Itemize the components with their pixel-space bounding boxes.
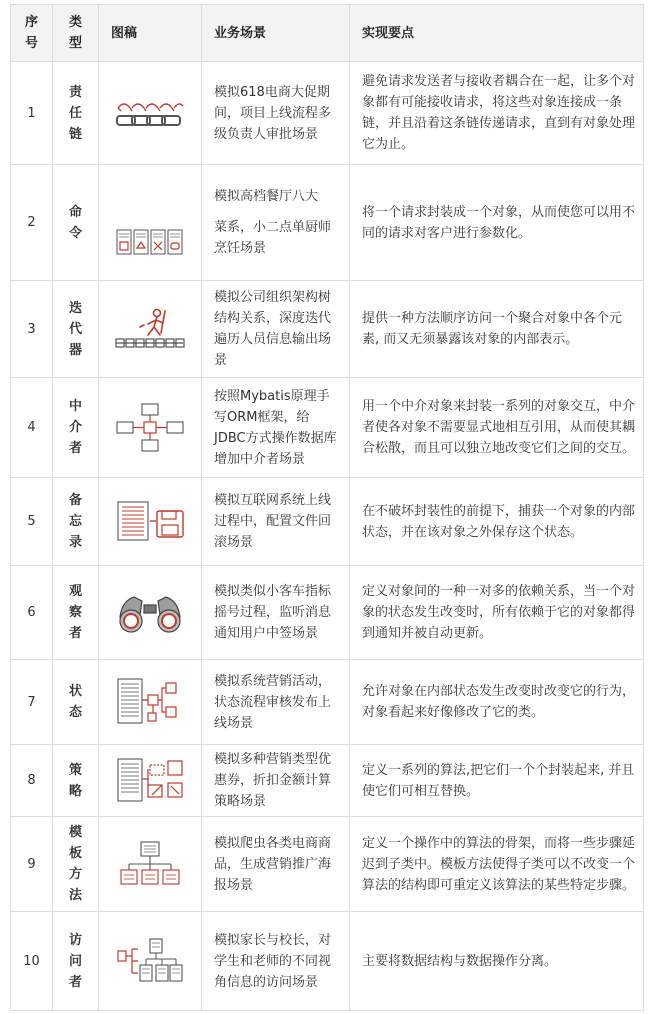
header-points: 实现要点	[350, 5, 644, 62]
chain-icon	[114, 96, 186, 130]
row-scenario: 模拟类似小客车指标摇号过程，监听消息通知用户中签场景	[202, 566, 350, 660]
row-points: 避免请求发送者与接收者耦合在一起，让多个对象都有可能接收请求，将这些对象连接成一条链，并且沿着这条链传递请求，直到有对象处理它为止。	[350, 62, 644, 165]
row-icon-cell	[99, 378, 202, 478]
table-row	[11, 745, 644, 817]
table-row	[11, 912, 644, 1011]
row-type: 状态	[53, 660, 99, 745]
row-scenario: 模拟爬虫各类电商商品，生成营销推广海报场景	[202, 817, 350, 912]
table-row	[11, 281, 644, 378]
row-scenario: 模拟多种营销类型优惠券，折扣金额计算策略场景	[202, 745, 350, 817]
row-index: 2	[11, 165, 53, 281]
row-index: 1	[11, 62, 53, 165]
mediator-hub-icon	[115, 402, 185, 454]
row-scenario: 模拟家长与校长，对学生和老师的不同视角信息的访问场景	[202, 912, 350, 1011]
table-row	[11, 62, 644, 165]
header-icon: 图稿	[99, 5, 202, 62]
table-row	[11, 817, 644, 912]
row-points: 允许对象在内部状态发生改变时改变它的行为，对象看起来好像修改了它的类。	[350, 660, 644, 745]
row-type: 观察者	[53, 566, 99, 660]
row-icon-cell	[99, 912, 202, 1011]
row-index: 3	[11, 281, 53, 378]
row-points: 在不破坏封装性的前提下，捕获一个对象的内部状态，并在该对象之外保存这个状态。	[350, 478, 644, 566]
table-row	[11, 566, 644, 660]
row-icon-cell	[99, 478, 202, 566]
row-points: 定义一个操作中的算法的骨架，而将一些步骤延迟到子类中。模板方法使得子类可以不改变一个算法的结构即可重定义该算法的某些特定步骤。	[350, 817, 644, 912]
row-type: 访问者	[53, 912, 99, 1011]
header-type: 类型	[53, 5, 99, 62]
header-scenario: 业务场景	[202, 5, 350, 62]
binoculars-icon	[114, 591, 186, 635]
row-type: 责任链	[53, 62, 99, 165]
row-index: 4	[11, 378, 53, 478]
table-row	[11, 660, 644, 745]
row-type: 模板方法	[53, 817, 99, 912]
row-index: 5	[11, 478, 53, 566]
row-type: 迭代器	[53, 281, 99, 378]
row-scenario: 模拟互联网系统上线过程中，配置文件回滚场景	[202, 478, 350, 566]
row-points: 提供一种方法顺序访问一个聚合对象中各个元素, 而又无须暴露该对象的内部表示。	[350, 281, 644, 378]
row-scenario: 模拟618电商大促期间，项目上线流程多级负责人审批场景	[202, 62, 350, 165]
row-index: 8	[11, 745, 53, 817]
row-icon-cell	[99, 165, 202, 281]
row-points: 定义一系列的算法,把它们一个个封装起来, 并且使它们可相互替换。	[350, 745, 644, 817]
template-tree-icon	[119, 840, 181, 888]
memento-save-icon	[114, 499, 186, 545]
row-points: 主要将数据结构与数据操作分离。	[350, 912, 644, 1011]
row-scenario: 按照Mybatis原理手写ORM框架，给JDBC方式操作数据库增加中介者场景	[202, 378, 350, 478]
row-type: 备忘录	[53, 478, 99, 566]
row-points: 用一个中介对象来封装一系列的对象交互，中介者使各对象不需要显式地相互引用，从而使其耦合松散，而且可以独立地改变它们之间的交互。	[350, 378, 644, 478]
behavioral-patterns-table	[10, 4, 644, 1011]
row-scenario: 模拟公司组织架构树结构关系，深度迭代遍历人员信息输出场景	[202, 281, 350, 378]
row-icon-cell	[99, 745, 202, 817]
table-row	[11, 165, 644, 281]
state-flow-icon	[114, 677, 186, 727]
row-index: 9	[11, 817, 53, 912]
strategy-coupons-icon	[114, 757, 186, 805]
row-type: 策略	[53, 745, 99, 817]
row-icon-cell	[99, 566, 202, 660]
row-scenario: 模拟高档餐厅八大 菜系，小二点单厨师烹饪场景	[202, 165, 350, 281]
row-icon-cell	[99, 660, 202, 745]
command-cards-icon	[115, 228, 185, 258]
row-icon-cell	[99, 62, 202, 165]
row-icon-cell	[99, 817, 202, 912]
table-row	[11, 378, 644, 478]
row-scenario: 模拟系统营销活动，状态流程审核发布上线场景	[202, 660, 350, 745]
row-points: 将一个请求封装成一个对象，从而使您可以用不同的请求对客户进行参数化。	[350, 165, 644, 281]
row-points: 定义对象间的一种一对多的依赖关系，当一个对象的状态发生改变时，所有依赖于它的对象都得到通知并被自动更新。	[350, 566, 644, 660]
row-type: 命令	[53, 165, 99, 281]
row-index: 10	[11, 912, 53, 1011]
row-index: 7	[11, 660, 53, 745]
row-icon-cell	[99, 281, 202, 378]
iterator-walker-icon	[113, 305, 187, 353]
table-row	[11, 478, 644, 566]
visitor-servers-icon	[116, 937, 184, 985]
row-index: 6	[11, 566, 53, 660]
header-index: 序号	[11, 5, 53, 62]
table-header-row	[11, 5, 644, 62]
row-type: 中介者	[53, 378, 99, 478]
